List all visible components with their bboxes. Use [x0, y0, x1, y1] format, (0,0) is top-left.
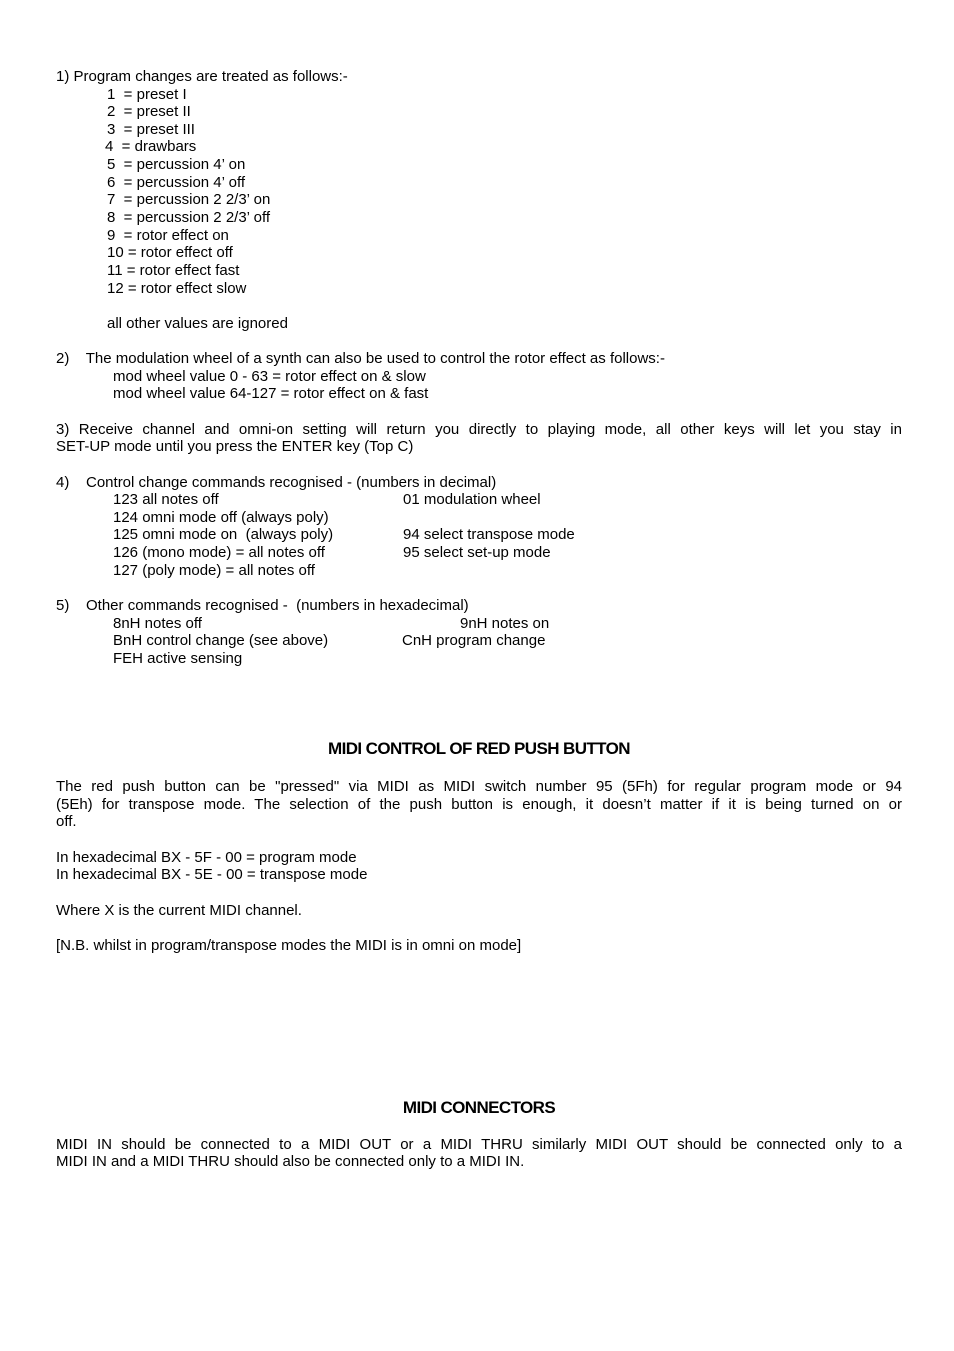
hex-transpose-mode: In hexadecimal BX - 5E - 00 = transpose mode	[56, 866, 368, 883]
list-item: mod wheel value 64-127 = rotor effect on & fast	[113, 385, 429, 402]
list-item: 12 = rotor effect slow	[107, 280, 247, 297]
list-item: 8 = percussion 2 2/3’ off	[107, 209, 271, 226]
section5-intro: 5) Other commands recognised - (numbers in hexadecimal)	[56, 597, 469, 614]
section2-intro: 2) The modulation wheel of a synth can also be used to control the rotor effect as follows:-	[56, 350, 665, 367]
hex-program-mode: In hexadecimal BX - 5F - 00 = program mode	[56, 849, 357, 866]
nb-note: [N.B. whilst in program/transpose modes the MIDI is in omni on mode]	[56, 937, 522, 954]
list-item: 94 select transpose mode	[403, 526, 575, 543]
red-button-heading: MIDI CONTROL OF RED PUSH BUTTON	[328, 739, 630, 758]
section1-intro: 1) Program changes are treated as follows:-	[56, 68, 348, 85]
list-item: FEH active sensing	[113, 650, 243, 667]
list-item: 5 = percussion 4’ on	[107, 156, 246, 173]
red-button-para-line2: (5Eh) for transpose mode. The selection of the push button is enough, it doesn’t matter if it is being turned on or	[56, 796, 902, 813]
list-item: CnH program change	[402, 632, 546, 649]
list-item: 9nH notes on	[460, 615, 550, 632]
list-item: 11 = rotor effect fast	[107, 262, 240, 279]
list-item: 4 = drawbars	[105, 138, 197, 155]
section3-line2: SET-UP mode until you press the ENTER key (Top C)	[56, 438, 414, 455]
list-item: 2 = preset II	[107, 103, 191, 120]
section3-line1: 3) Receive channel and omni-on setting will return you directly to playing mode, all other keys will let you stay in	[56, 421, 902, 438]
where-note: Where X is the current MIDI channel.	[56, 902, 302, 919]
list-item: 9 = rotor effect on	[107, 227, 229, 244]
connectors-line1: MIDI IN should be connected to a MIDI OUT or a MIDI THRU similarly MIDI OUT should be connected only to a	[56, 1136, 902, 1153]
list-item: 8nH notes off	[113, 615, 202, 632]
list-item: 95 select set-up mode	[403, 544, 551, 561]
list-item: 10 = rotor effect off	[107, 244, 233, 261]
list-item: 1 = preset I	[107, 86, 187, 103]
list-item: 127 (poly mode) = all notes off	[113, 562, 315, 579]
list-item: 7 = percussion 2 2/3’ on	[107, 191, 271, 208]
list-item: 125 omni mode on (always poly)	[113, 526, 334, 543]
connectors-heading: MIDI CONNECTORS	[402, 1098, 556, 1117]
list-item: 124 omni mode off (always poly)	[113, 509, 329, 526]
list-item: 6 = percussion 4’ off	[107, 174, 246, 191]
list-item: 123 all notes off	[113, 491, 219, 508]
connectors-line2: MIDI IN and a MIDI THRU should also be connected only to a MIDI IN.	[56, 1153, 525, 1170]
section1-note: all other values are ignored	[107, 315, 288, 332]
red-button-para-line3: off.	[56, 813, 77, 830]
red-button-para-line1: The red push button can be "pressed" via MIDI as MIDI switch number 95 (5Fh) for regular program mode or 94	[56, 778, 902, 795]
list-item: 126 (mono mode) = all notes off	[113, 544, 325, 561]
list-item: 3 = preset III	[107, 121, 195, 138]
list-item: 01 modulation wheel	[403, 491, 541, 508]
list-item: BnH control change (see above)	[113, 632, 329, 649]
list-item: mod wheel value 0 - 63 = rotor effect on & slow	[113, 368, 426, 385]
section4-intro: 4) Control change commands recognised - (numbers in decimal)	[56, 474, 497, 491]
